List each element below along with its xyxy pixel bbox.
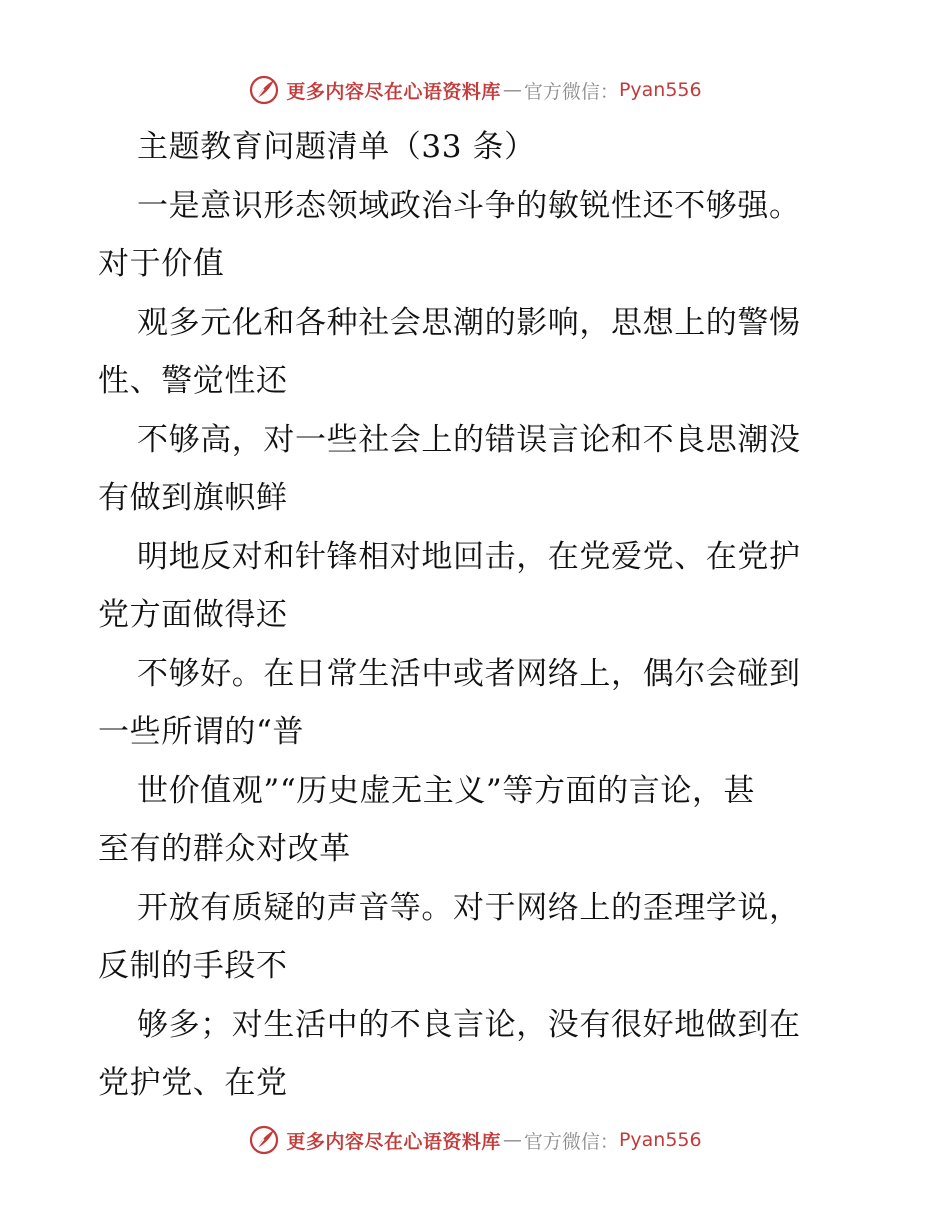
document-line: 性、警觉性还 [98, 363, 288, 399]
document-title: 主题教育问题清单（33 条） [137, 129, 536, 165]
document-line: 党方面做得还 [98, 597, 288, 633]
header-banner [0, 70, 950, 110]
document-line: 不够好。在日常生活中或者网络上，偶尔会碰到 [137, 655, 801, 692]
banner-wechat-label: 官方微信： [523, 1130, 619, 1153]
footer-banner [0, 1120, 950, 1160]
document-line: 党护党、在党 [98, 1065, 288, 1101]
banner-separator: — [502, 1129, 522, 1151]
red-feather-pen-icon [248, 74, 280, 106]
banner-promo-text: 更多内容尽在心语资料库 [286, 80, 501, 103]
document-line: 世价值观”“历史虚无主义”等方面的言论，甚 [137, 772, 756, 809]
document-line: 明地反对和针锋相对地回击，在党爱党、在党护 [137, 538, 801, 575]
document-line: 够多；对生活中的不良言论，没有很好地做到在 [137, 1006, 801, 1043]
banner-promo-text: 更多内容尽在心语资料库 [286, 1130, 501, 1153]
document-body [98, 118, 858, 1113]
document-line: 至有的群众对改革 [98, 831, 351, 867]
banner-separator: — [502, 79, 522, 101]
banner-wechat-id: Pyan556 [618, 1129, 702, 1151]
document-line: 一是意识形态领域政治斗争的敏锐性还不够强。 [137, 187, 801, 224]
document-line: 不够高，对一些社会上的错误言论和不良思潮没 [137, 421, 801, 458]
document-line: 开放有质疑的声音等。对于网络上的歪理学说， [137, 889, 801, 926]
document-line: 对于价值 [98, 246, 225, 282]
document-line: 一些所谓的“普 [98, 714, 305, 750]
document-line: 反制的手段不 [98, 948, 288, 984]
banner-wechat-id: Pyan556 [618, 79, 702, 101]
document-line: 有做到旗帜鲜 [98, 480, 288, 516]
document-line: 观多元化和各种社会思潮的影响，思想上的警惕 [137, 304, 801, 341]
red-feather-pen-icon [248, 1124, 280, 1156]
banner-wechat-label: 官方微信： [523, 80, 619, 103]
